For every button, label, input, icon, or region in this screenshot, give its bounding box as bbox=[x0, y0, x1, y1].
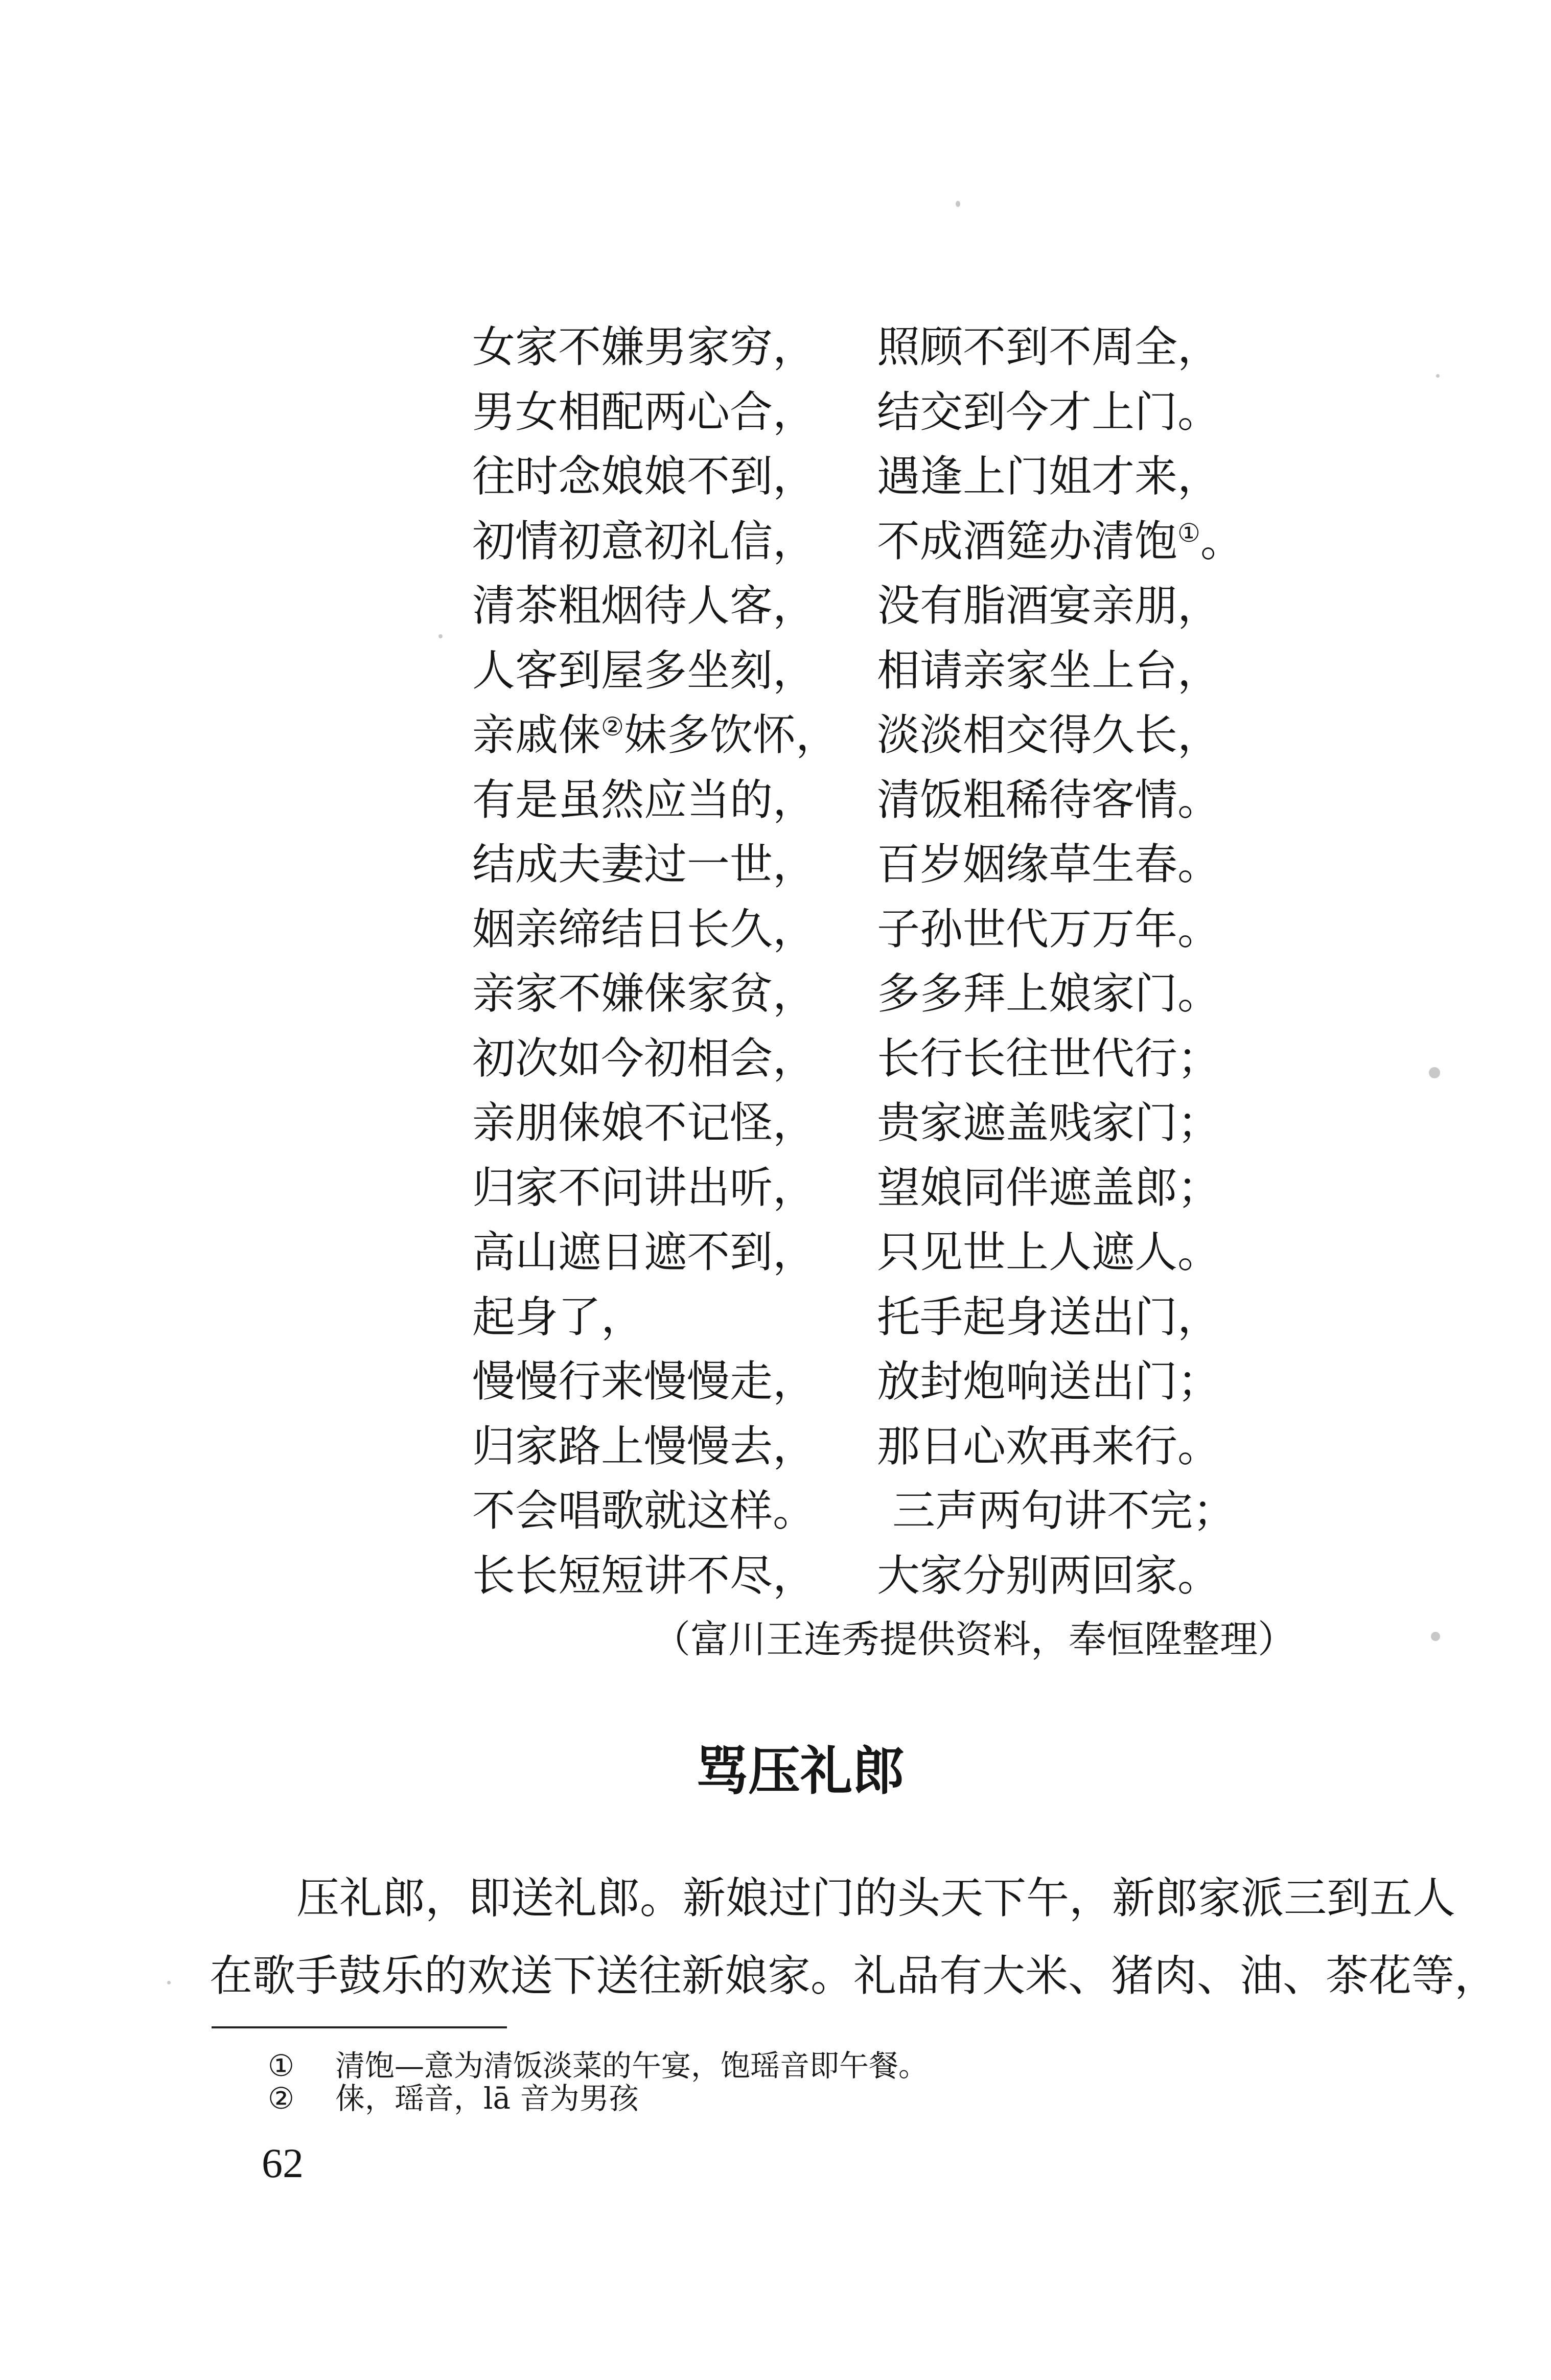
poem-line bbox=[472, 1349, 1290, 1414]
poem-line-left: 长长短短讲不尽， bbox=[472, 1550, 816, 1601]
poem-line bbox=[472, 1026, 1290, 1091]
poem-line-left: 亲朋俫娘不记怪， bbox=[472, 1098, 816, 1148]
poem-line-right: 清饭粗稀待客情。 bbox=[877, 774, 1221, 825]
footnote-ref-1: ① bbox=[1177, 518, 1200, 548]
footnote-2 bbox=[268, 2082, 928, 2115]
body-paragraph bbox=[210, 1859, 1498, 2015]
source-attribution: （富川王连秀提供资料，奉恒陞整理） bbox=[653, 1618, 1295, 1661]
poem-line-right: 贵家遮盖贱家门； bbox=[877, 1098, 1221, 1148]
paragraph-line: 在歌手鼓乐的欢送下送往新娘家。礼品有大米、猪肉、油、茶花等， bbox=[210, 1951, 1498, 2001]
poem-line-right: 三声两句讲不完； bbox=[892, 1486, 1236, 1536]
poem-line-left bbox=[472, 703, 839, 768]
poem-line-left: 归家路上慢慢去， bbox=[472, 1421, 816, 1471]
poem-line-right: 大家分别两回家。 bbox=[877, 1550, 1221, 1601]
poem-line bbox=[472, 380, 1290, 445]
footnote-ref-2: ② bbox=[601, 712, 624, 742]
poem-line bbox=[472, 961, 1290, 1026]
poem-line-left: 慢慢行来慢慢走， bbox=[472, 1356, 816, 1406]
poem-line-left-tail: 妹多饮怀， bbox=[623, 710, 839, 760]
scan-speck bbox=[1431, 1632, 1440, 1641]
poem-line bbox=[472, 1414, 1290, 1479]
poem-line-right-text: 不成酒筵办清饱 bbox=[877, 516, 1178, 566]
poem-line bbox=[472, 444, 1290, 509]
poem-line bbox=[472, 832, 1290, 897]
poem-line-right: 淡淡相交得久长， bbox=[877, 710, 1221, 760]
poem-line-left: 初情初意初礼信， bbox=[472, 516, 816, 566]
footnote-1 bbox=[268, 2049, 928, 2082]
poem-line bbox=[472, 1220, 1290, 1285]
poem-line-left: 女家不嫌男家穷， bbox=[472, 322, 816, 372]
poem-line bbox=[472, 703, 1290, 768]
poem-line bbox=[472, 1156, 1290, 1220]
scan-speck bbox=[956, 201, 960, 207]
poem-line bbox=[472, 315, 1290, 380]
poem-line bbox=[472, 573, 1290, 638]
poem-line-left: 初次如今初相会， bbox=[472, 1033, 816, 1083]
poem-line-right: 照顾不到不周全， bbox=[877, 322, 1221, 372]
footnote-text: 清饱—意为清饭淡菜的午宴，饱瑶音即午餐。 bbox=[335, 2048, 929, 2083]
poem-line-left: 归家不问讲出听， bbox=[472, 1162, 816, 1213]
poem-line bbox=[472, 1543, 1290, 1608]
poem-line-left: 男女相配两心合， bbox=[472, 386, 816, 437]
footnote-divider bbox=[212, 2026, 507, 2028]
poem-line-right: 只见世上人遮人。 bbox=[877, 1227, 1221, 1277]
paragraph-line: 压礼郎，即送礼郎。新娘过门的头天下午，新郎家派三到五人 bbox=[296, 1873, 1456, 1923]
scan-speck bbox=[1436, 374, 1440, 378]
scan-speck bbox=[438, 634, 443, 638]
poem-line-right: 托手起身送出门， bbox=[877, 1291, 1221, 1342]
section-title: 骂压礼郎 bbox=[696, 1741, 905, 1802]
poem-line-left-text: 亲戚俫 bbox=[472, 710, 601, 760]
poem-line-left: 不会唱歌就这样。 bbox=[472, 1486, 816, 1536]
poem-line-left: 高山遮日遮不到， bbox=[472, 1227, 816, 1277]
poem-line-left: 姻亲缔结日长久， bbox=[472, 904, 816, 954]
page-number: 62 bbox=[262, 2140, 304, 2186]
poem-line-right: 百岁姻缘草生春。 bbox=[877, 839, 1221, 889]
poem-block bbox=[472, 315, 1290, 1608]
poem-line-right: 长行长往世代行； bbox=[877, 1033, 1221, 1083]
footnote-text: 俫，瑶音，lā 音为男孩 bbox=[335, 2081, 639, 2116]
poem-line-right: 望娘同伴遮盖郎； bbox=[877, 1162, 1221, 1213]
poem-line bbox=[472, 1478, 1290, 1543]
poem-line bbox=[472, 897, 1290, 962]
footnote-mark: ① bbox=[268, 2048, 294, 2083]
scan-speck bbox=[1429, 1067, 1440, 1078]
footnotes bbox=[268, 2049, 928, 2115]
poem-line-right-tail: 。 bbox=[1200, 516, 1243, 566]
poem-line bbox=[472, 638, 1290, 703]
poem-line-left: 亲家不嫌俫家贫， bbox=[472, 968, 816, 1019]
poem-line-right: 没有脂酒宴亲朋， bbox=[877, 581, 1221, 631]
poem-line-left: 有是虽然应当的， bbox=[472, 774, 816, 825]
poem-line-right: 那日心欢再来行。 bbox=[877, 1421, 1221, 1471]
poem-line bbox=[472, 1285, 1290, 1350]
poem-line-left: 往时念娘娘不到， bbox=[472, 451, 816, 501]
poem-line-left: 人客到屋多坐刻， bbox=[472, 645, 816, 696]
poem-line-right bbox=[877, 509, 1243, 574]
poem-line-right: 遇逢上门姐才来， bbox=[877, 451, 1221, 501]
poem-line-right: 子孙世代万万年。 bbox=[877, 904, 1221, 954]
poem-line-left: 结成夫妻过一世， bbox=[472, 839, 816, 889]
poem-line-right: 放封炮响送出门； bbox=[877, 1356, 1221, 1406]
poem-line-right: 多多拜上娘家门。 bbox=[877, 968, 1221, 1019]
poem-line-left: 清茶粗烟待人客， bbox=[472, 581, 816, 631]
poem-line-right: 相请亲家坐上台， bbox=[877, 645, 1221, 696]
poem-line-right: 结交到今才上门。 bbox=[877, 386, 1221, 437]
scan-speck bbox=[167, 1981, 171, 1984]
poem-line bbox=[472, 768, 1290, 833]
poem-line-left: 起身了， bbox=[472, 1291, 644, 1342]
poem-line bbox=[472, 509, 1290, 574]
poem-line bbox=[472, 1091, 1290, 1156]
footnote-mark: ② bbox=[268, 2081, 294, 2116]
